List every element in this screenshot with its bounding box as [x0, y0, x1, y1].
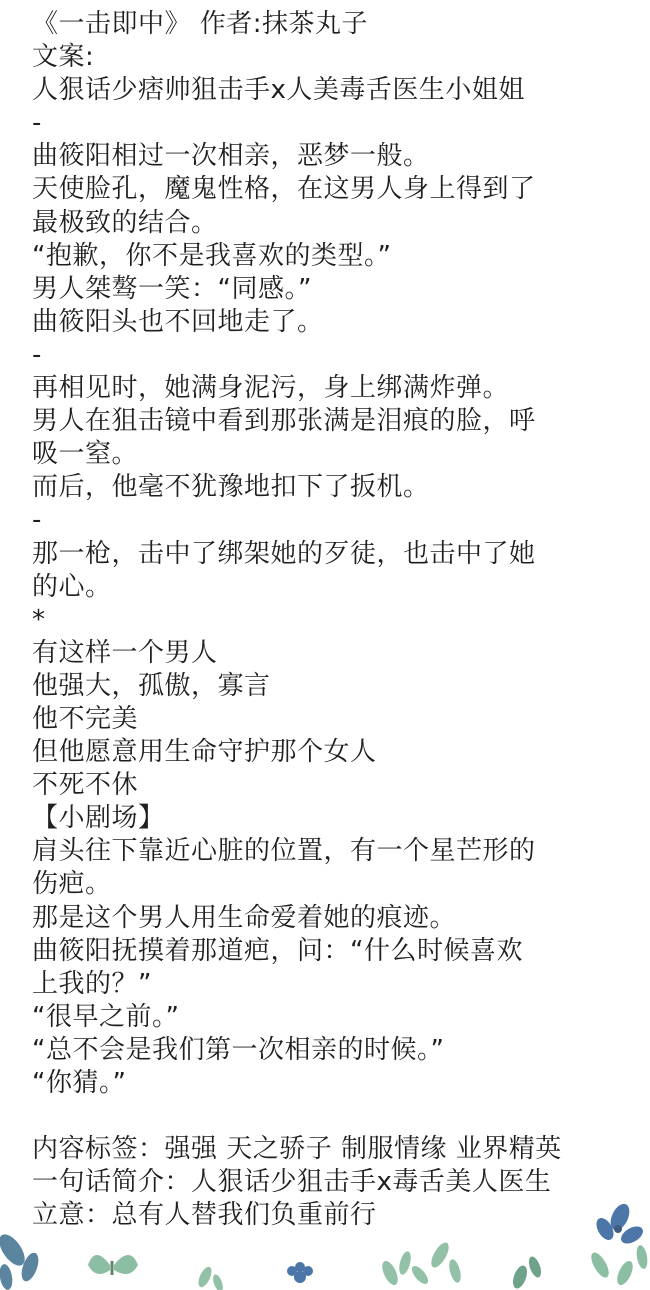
mini-scene-heading: 【小剧场】 [32, 803, 165, 834]
synopsis-line: 那是这个男人用生命爱着她的痕迹。 [32, 902, 457, 933]
leaf-icon [379, 1240, 463, 1287]
leaf-icon [588, 1244, 649, 1287]
separator-line: - [32, 108, 42, 139]
synopsis-line: 吸一窒。 [32, 439, 139, 470]
synopsis-line: 肩头往下靠近心脏的位置，有一个星芒形的 [32, 836, 536, 867]
butterfly-icon [88, 1255, 138, 1275]
separator-line: - [32, 339, 42, 370]
synopsis-line: 再相见时，她满身泥污，身上绑满炸弹。 [32, 373, 510, 404]
one-line-summary: 一句话简介：人狠话少狙击手x毒舌美人医生 [32, 1167, 552, 1198]
synopsis-line: 他强大，孤傲，寡言 [32, 670, 271, 701]
leaf-icon [196, 1265, 225, 1290]
synopsis-line: “总不会是我们第一次相亲的时候。” [32, 1034, 445, 1065]
leaf-icon [0, 1230, 42, 1290]
document-text [32, 8, 644, 1232]
title-line: 《一击即中》 作者:抹茶丸子 [32, 9, 369, 39]
synopsis-line: 人狠话少痞帅狙击手x人美毒舌医生小姐姐 [32, 75, 525, 106]
synopsis-label: 文案: [32, 42, 95, 73]
theme-statement: 立意：总有人替我们负重前行 [32, 1200, 377, 1231]
synopsis-line: “很早之前。” [32, 1001, 180, 1032]
synopsis-line: 天使脸孔，魔鬼性格，在这男人身上得到了 [32, 174, 536, 205]
leaf-icon [510, 1255, 543, 1290]
synopsis-line: “抱歉，你不是我喜欢的类型。” [32, 240, 392, 271]
synopsis-line: 男人在狙击镜中看到那张满是泪痕的脸，呼 [32, 406, 536, 437]
synopsis-line: 最极致的结合。 [32, 207, 218, 238]
flower-icon [287, 1262, 313, 1283]
synopsis-line: 曲筱阳相过一次相亲，恶梦一般。 [32, 141, 430, 172]
synopsis-line: 上我的？” [32, 968, 152, 999]
synopsis-line: 但他愿意用生命守护那个女人 [32, 737, 377, 768]
synopsis-line: 曲筱阳头也不回地走了。 [32, 306, 324, 337]
synopsis-line: 不死不休 [32, 770, 139, 801]
content-tags: 内容标签：强强 天之骄子 制服情缘 业界精英 [32, 1134, 562, 1165]
blank-line [32, 1100, 644, 1133]
synopsis-line: 曲筱阳抚摸着那道疤，问：“什么时候喜欢 [32, 935, 523, 966]
synopsis-line: 男人桀骜一笑：“同感。” [32, 273, 312, 304]
separator-line: - [32, 505, 42, 536]
synopsis-line: 有这样一个男人 [32, 637, 218, 668]
synopsis-line: “你猜。” [32, 1068, 127, 1098]
synopsis-line: 伤疤。 [32, 869, 112, 900]
separator-line: * [32, 604, 46, 635]
synopsis-line: 而后，他毫不犹豫地扣下了扳机。 [32, 472, 430, 503]
synopsis-line: 那一枪，击中了绑架她的歹徒，也击中了她 [32, 538, 536, 569]
synopsis-line: 的心。 [32, 571, 112, 602]
synopsis-line: 他不完美 [32, 703, 139, 734]
